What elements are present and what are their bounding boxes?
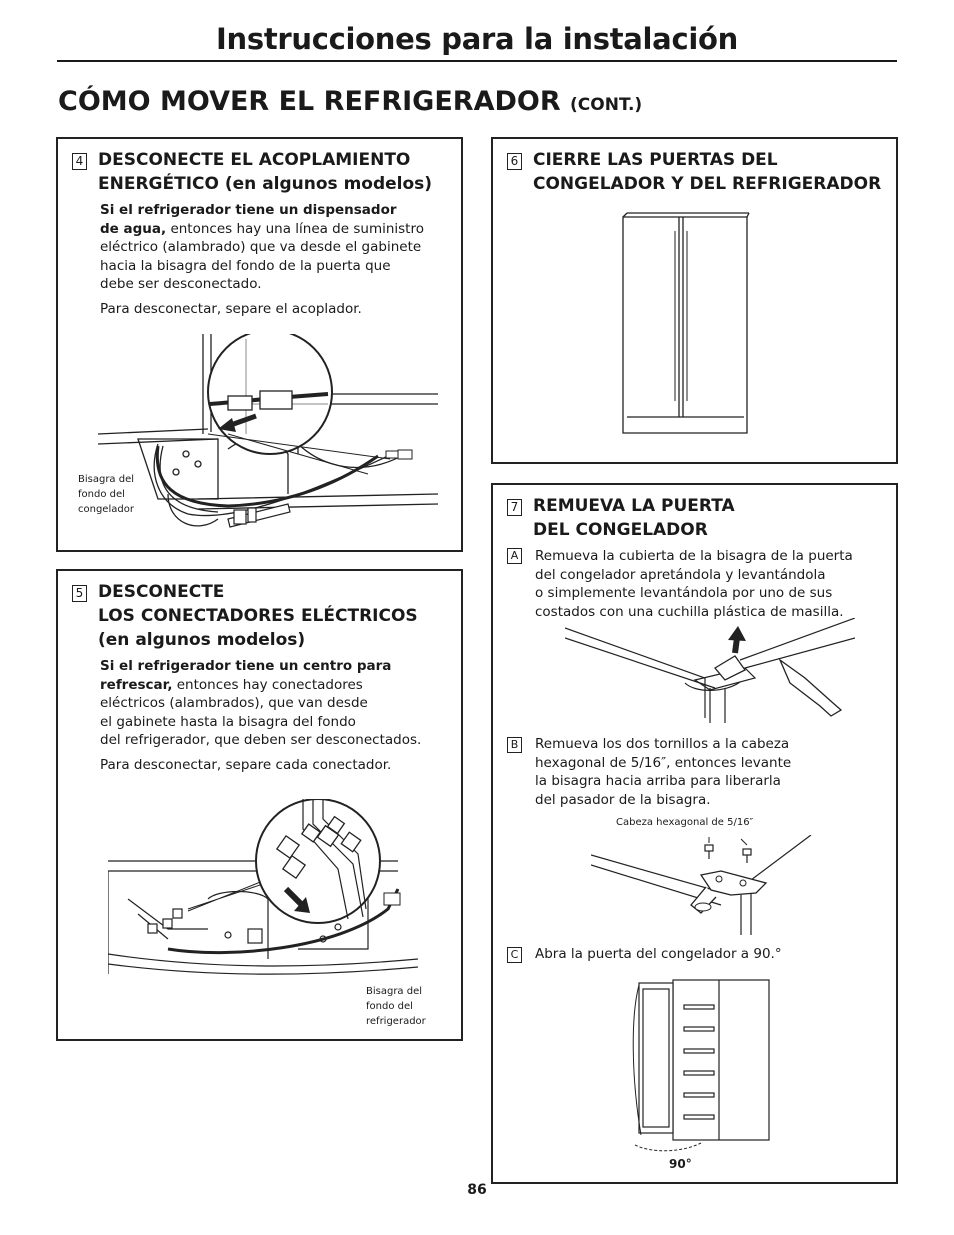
step-7b-text-2: hexagonal de 5/16″, entonces levante — [535, 754, 792, 771]
step-7c-letter: C — [507, 947, 522, 963]
step-7c-angle-label: 90° — [669, 1157, 692, 1171]
step-7b-text-1: Remueva los dos tornillos a la cabeza — [535, 736, 790, 752]
step-6-panel — [491, 137, 898, 464]
step-4-text-2: eléctrico (alambrado) que va desde el gabinete — [100, 239, 422, 256]
step-5-panel — [56, 569, 463, 1041]
step-7c-illustration — [621, 975, 781, 1155]
step-5-text-2: eléctricos (alambrados), que van desde — [100, 695, 368, 712]
step-4-heading — [98, 148, 458, 196]
step-4-heading-line2: ENERGÉTICO (en algunos modelos) — [98, 174, 433, 194]
step-5-heading — [98, 580, 458, 652]
step-7b-hex-label: Cabeza hexagonal de 5/16″ — [616, 817, 754, 828]
step-7-heading-line2: DEL CONGELADOR — [533, 520, 708, 540]
section-title-cont: (CONT.) — [570, 95, 643, 115]
step-4-label-3: congelador — [78, 504, 134, 515]
step-7b-text — [535, 735, 895, 809]
step-7b-text-3: la bisagra hacia arriba para liberarla — [535, 773, 781, 790]
step-4-text-4: debe ser desconectado. — [100, 276, 262, 293]
step-5-number: 5 — [72, 585, 87, 602]
step-5-description — [100, 657, 460, 775]
step-7-heading — [533, 494, 893, 542]
step-5-text-1: entonces hay conectadores — [172, 676, 363, 693]
step-7a-letter: A — [507, 548, 522, 564]
step-5-hinge-label — [366, 984, 426, 1029]
step-5-label-3: refrigerador — [366, 1016, 426, 1027]
step-7a-illustration — [565, 618, 855, 728]
step-4-bold-intro-1: Si el refrigerador tiene un dispensador — [100, 202, 397, 218]
step-5-bold-intro-1: Si el refrigerador tiene un centro para — [100, 658, 392, 674]
step-7b-text-4: del pasador de la bisagra. — [535, 791, 711, 808]
step-5-label-2: fondo del — [366, 1001, 413, 1012]
step-7b-letter: B — [507, 737, 522, 753]
step-7b-illustration — [591, 835, 821, 935]
step-5-heading-line1: DESCONECTE — [98, 582, 225, 602]
step-5-heading-line3: (en algunos modelos) — [98, 630, 306, 650]
page-number: 86 — [467, 1182, 487, 1198]
step-7a-text-4: costados con una cuchilla plástica de masilla. — [535, 603, 844, 620]
step-5-bold-intro-2: refrescar, — [100, 676, 173, 693]
step-4-label-2: fondo del — [78, 489, 125, 500]
step-4-bold-intro-2: de agua, — [100, 220, 167, 237]
step-4-text-3: hacia la bisagra del fondo de la puerta que — [100, 257, 391, 274]
step-4-description — [100, 201, 460, 319]
page-header-title: Instrucciones para la instalación — [216, 22, 738, 56]
step-4-illustration — [98, 334, 448, 544]
step-6-refrigerator-illustration — [619, 211, 753, 436]
step-5-illustration — [108, 799, 438, 979]
step-5-heading-line2: LOS CONECTADORES ELÉCTRICOS — [98, 606, 418, 626]
section-title — [58, 86, 642, 117]
step-6-heading-line1: CIERRE LAS PUERTAS DEL — [533, 150, 778, 170]
step-7a-text-2: del congelador apretándola y levantándola — [535, 566, 826, 583]
step-7c-text: Abra la puerta del congelador a 90.° — [535, 946, 782, 962]
step-7a-text-3: o simplemente levantándola por uno de sus — [535, 585, 833, 602]
section-title-text: CÓMO MOVER EL REFRIGERADOR — [58, 86, 561, 117]
step-4-text-1: entonces hay una línea de suministro — [166, 220, 424, 237]
step-5-instruction: Para desconectar, separe cada conectador. — [100, 756, 392, 773]
step-4-heading-line1: DESCONECTE EL ACOPLAMIENTO — [98, 150, 411, 170]
step-4-number: 4 — [72, 153, 87, 170]
step-7a-text — [535, 547, 895, 621]
step-5-text-4: del refrigerador, que deben ser desconectados. — [100, 732, 422, 749]
step-4-label-1: Bisagra del — [78, 474, 135, 485]
step-7-panel — [491, 483, 898, 1184]
step-5-label-1: Bisagra del — [366, 986, 423, 997]
step-7a-text-1: Remueva la cubierta de la bisagra de la puerta — [535, 548, 853, 564]
step-7-number: 7 — [507, 499, 522, 516]
step-5-text-3: el gabinete hasta la bisagra del fondo — [100, 713, 356, 730]
header-divider — [57, 60, 897, 62]
step-6-number: 6 — [507, 153, 522, 170]
step-7-heading-line1: REMUEVA LA PUERTA — [533, 496, 735, 516]
step-6-heading-line2: CONGELADOR Y DEL REFRIGERADOR — [533, 174, 882, 194]
step-6-heading — [533, 148, 893, 196]
step-4-instruction: Para desconectar, separe el acoplador. — [100, 300, 362, 317]
step-4-panel — [56, 137, 463, 552]
